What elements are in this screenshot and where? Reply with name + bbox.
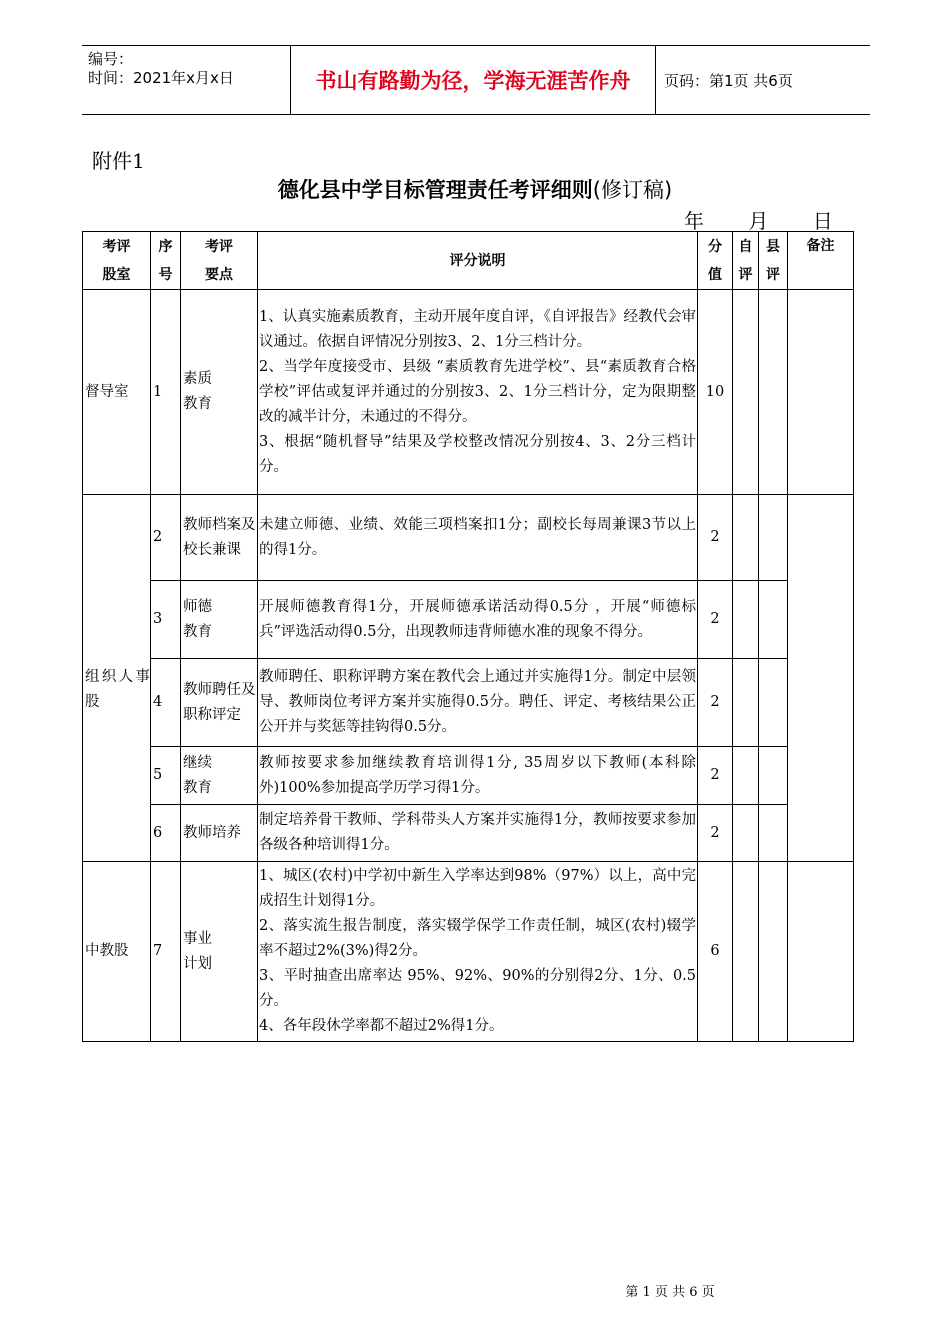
table-row — [83, 805, 854, 862]
county-eval-cell — [759, 290, 788, 495]
county-eval-cell — [759, 659, 788, 747]
no-cell: 4 — [151, 659, 181, 747]
desc-cell: 未建立师德、业绩、效能三项档案扣1分；副校长每周兼课3节以上的得1分。 — [258, 495, 698, 581]
header-no: 序 号 — [151, 232, 181, 290]
table-row — [83, 747, 854, 805]
table-row — [83, 290, 854, 495]
no-cell: 2 — [151, 495, 181, 581]
page-header — [82, 45, 870, 115]
score-cell: 2 — [698, 495, 733, 581]
score-cell: 6 — [698, 862, 733, 1042]
date-line: 年 月 日 — [684, 209, 833, 233]
table-row — [83, 495, 854, 581]
score-cell: 2 — [698, 747, 733, 805]
header-note: 备注 — [788, 232, 854, 290]
point-cell: 教师培养 — [181, 805, 258, 862]
desc-cell: 制定培养骨干教师、学科带头人方案并实施得1分，教师按要求参加各级各种培训得1分。 — [258, 805, 698, 862]
self-eval-cell — [733, 659, 759, 747]
point-cell: 师德 教育 — [181, 581, 258, 659]
no-cell: 6 — [151, 805, 181, 862]
point-cell: 事业 计划 — [181, 862, 258, 1042]
county-eval-cell — [759, 747, 788, 805]
score-cell: 2 — [698, 805, 733, 862]
self-eval-cell — [733, 805, 759, 862]
table-row — [83, 581, 854, 659]
no-cell: 7 — [151, 862, 181, 1042]
score-cell: 10 — [698, 290, 733, 495]
self-eval-cell — [733, 495, 759, 581]
dept-cell: 中教股 — [83, 862, 151, 1042]
no-cell: 3 — [151, 581, 181, 659]
no-cell: 1 — [151, 290, 181, 495]
header-motto: 书山有路勤为径，学海无涯苦作舟 — [290, 46, 656, 114]
time-label: 时间：2021年x月x日 — [88, 69, 234, 87]
attachment-label: 附件1 — [92, 149, 145, 173]
header-desc: 评分说明 — [258, 232, 698, 290]
point-cell: 继续 教育 — [181, 747, 258, 805]
header-page-info: 页码：第1页 共6页 — [664, 71, 793, 90]
desc-cell: 开展师德教育得1分，开展师德承诺活动得0.5分 ，开展“师德标兵”评选活动得0.5分，出现教师违背师德水准的现象不得分。 — [258, 581, 698, 659]
table-row — [83, 659, 854, 747]
county-eval-cell — [759, 495, 788, 581]
evaluation-table — [82, 231, 854, 1042]
header-point: 考评 要点 — [181, 232, 258, 290]
desc-cell: 1、认真实施素质教育，主动开展年度自评，《自评报告》经教代会审议通过。依据自评情况分别按3、2、1分三档计分。 2、当学年度接受市、县级 “素质教育先进学校”、县“素质教育合格学校”评估或复评并通过的分别按3、2、1分三档计分，定为限期整改的减半计分，未通过的不得分。 3、根据“随机督导”结果及学校整改情况分别按4、3、2分三档计分。 — [258, 290, 698, 495]
header-score: 分 值 — [698, 232, 733, 290]
header-self: 自 评 — [733, 232, 759, 290]
no-cell: 5 — [151, 747, 181, 805]
point-cell: 教师档案及校长兼课 — [181, 495, 258, 581]
title-suffix: (修订稿) — [592, 178, 673, 202]
county-eval-cell — [759, 862, 788, 1042]
header-dept: 考评 股室 — [83, 232, 151, 290]
table-row — [83, 862, 854, 1042]
table-header-row — [83, 232, 854, 290]
self-eval-cell — [733, 581, 759, 659]
county-eval-cell — [759, 581, 788, 659]
desc-cell: 1、城区(农村)中学初中新生入学率达到98%（97%）以上，高中完成招生计划得1分。 2、落实流生报告制度，落实辍学保学工作责任制，城区(农村)辍学率不超过2%(3%)得2分。 3、平时抽查出席率达 95%、92%、90%的分别得2分、1分、0.5分。 4、各年段休学率都不超过2%得1分。 — [258, 862, 698, 1042]
page-footer: 第 1 页 共 6 页 — [625, 1285, 715, 1300]
title-main: 德化县中学目标管理责任考评细则 — [277, 178, 593, 202]
point-cell: 教师聘任及职称评定 — [181, 659, 258, 747]
note-cell — [788, 495, 854, 862]
desc-cell: 教师按要求参加继续教育培训得1分, 35周岁以下教师(本科除外)100%参加提高学历学习得1分。 — [258, 747, 698, 805]
dept-cell: 组织人事股 — [83, 495, 151, 862]
desc-cell: 教师聘任、职称评聘方案在教代会上通过并实施得1分。制定中层领导、教师岗位考评方案并实施得0.5分。聘任、评定、考核结果公正公开并与奖惩等挂钩得0.5分。 — [258, 659, 698, 747]
score-cell: 2 — [698, 659, 733, 747]
self-eval-cell — [733, 862, 759, 1042]
county-eval-cell — [759, 805, 788, 862]
document-title — [0, 174, 950, 204]
header-county: 县 评 — [759, 232, 788, 290]
score-cell: 2 — [698, 581, 733, 659]
self-eval-cell — [733, 747, 759, 805]
point-cell: 素质 教育 — [181, 290, 258, 495]
self-eval-cell — [733, 290, 759, 495]
note-cell — [788, 290, 854, 495]
number-label: 编号： — [88, 50, 134, 68]
note-cell — [788, 862, 854, 1042]
header-meta — [88, 50, 288, 88]
dept-cell: 督导室 — [83, 290, 151, 495]
